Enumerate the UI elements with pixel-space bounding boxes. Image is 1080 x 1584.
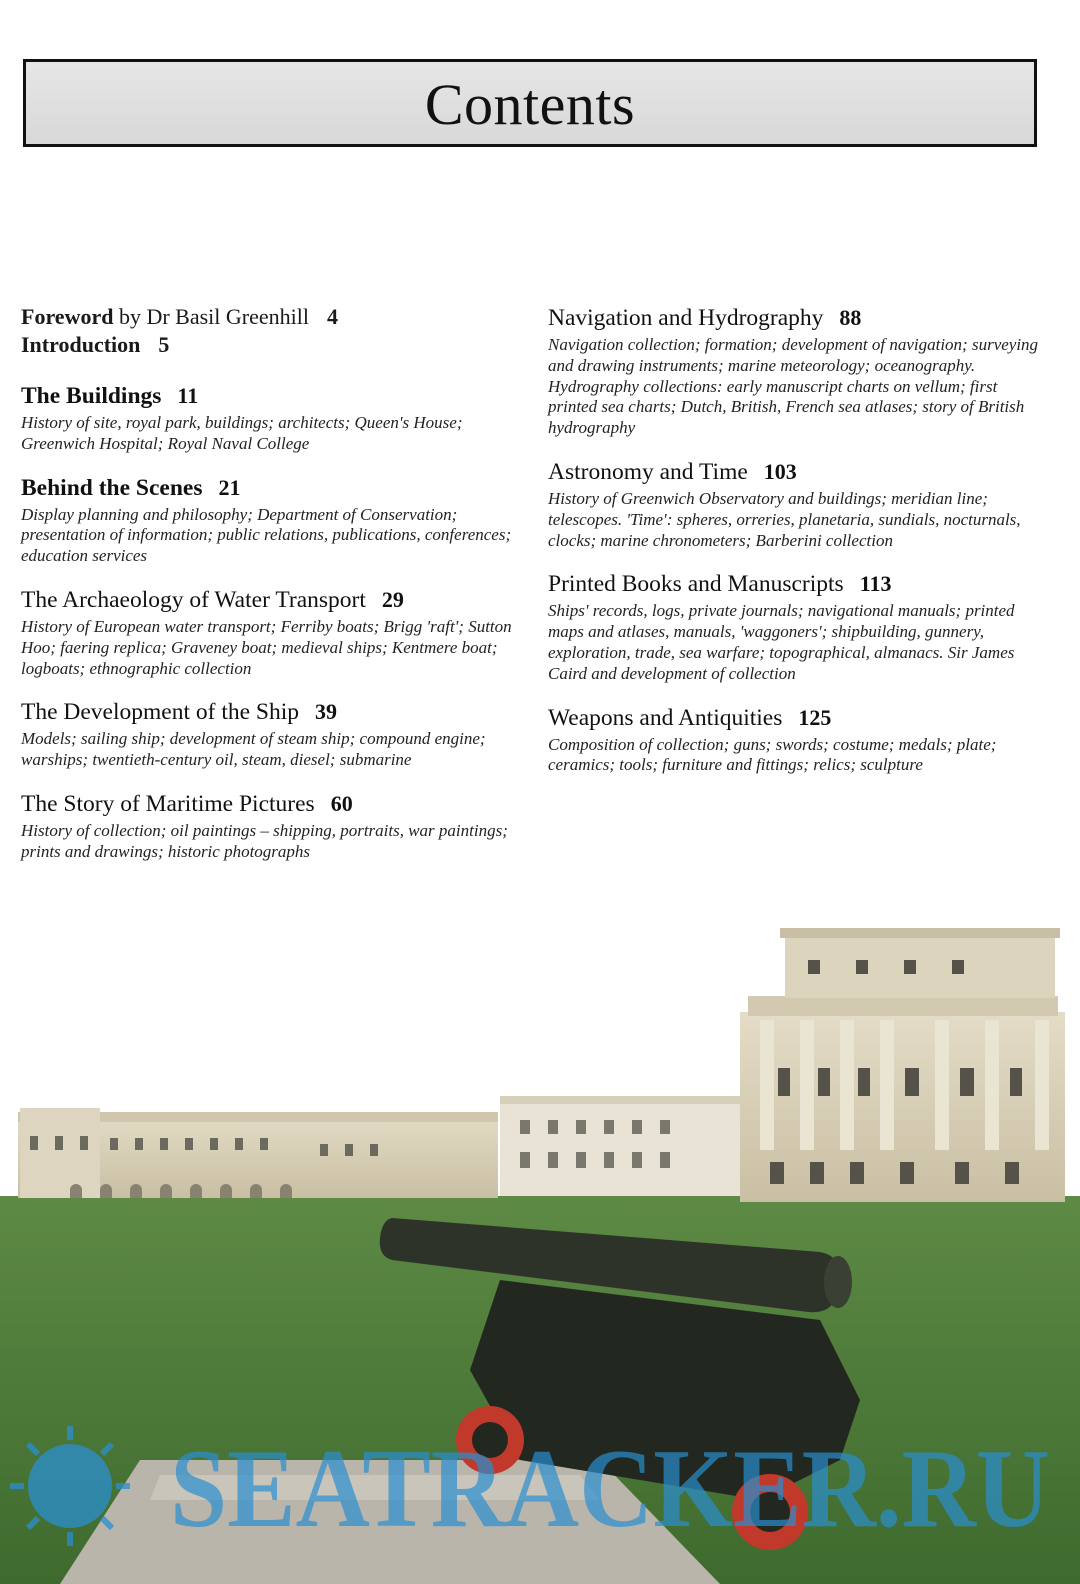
entry-title: The Archaeology of Water Transport [21,586,366,613]
toc-entry-archaeology[interactable] [21,585,521,679]
toc-entry-behind-scenes[interactable] [21,473,521,567]
toc-left-column [21,303,521,863]
entry-title: The Story of Maritime Pictures [21,790,315,817]
contents-title-box [23,59,1037,147]
toc-right-column [548,303,1048,776]
introduction-label: Introduction [21,332,141,357]
entry-page: 39 [315,699,338,725]
royal-naval-building [740,928,1065,1202]
entry-page: 125 [798,704,832,730]
introduction-entry[interactable] [21,331,521,359]
queens-house [500,1096,740,1196]
watermark-text: SEATRACKER.RU [170,1427,1050,1550]
entry-page: 88 [839,305,862,330]
toc-entry-maritime-pictures[interactable] [21,789,521,863]
entry-description: History of European water transport; Ferriby boats; Brigg 'raft'; Sutton Hoo; faering replica; Graveney boat; medieval ships; Kentmere boat; logboats; ethnographic collection [21,616,512,678]
entry-title: The Development of the Ship [21,699,300,726]
toc-entry-astronomy[interactable] [548,457,1048,551]
entry-page: 11 [177,383,199,408]
entry-title: Behind the Scenes [21,474,203,501]
page-title: Contents [424,72,636,137]
entry-title: The Buildings [21,383,162,409]
entry-description: Navigation collection; formation; development of navigation; surveying and drawing instruments; marine meteorology; oceanography. Hydrography collections: early manuscript charts on vellum; first printed sea charts; Dutch, British, French sea atlases; story of British hydrography [548,335,1039,438]
entry-description: History of Greenwich Observatory and buildings; meridian line; telescopes. 'Time': spheres, orreries, planetaria, sundials, nocturnals, clocks; marine chronometers; Barberini collection [548,488,1021,550]
entry-title: Navigation and Hydrography [548,305,824,331]
toc-entry-development-ship[interactable] [21,697,521,771]
entry-description: Composition of collection; guns; swords; costume; medals; plate; ceramics; tools; furniture and fittings; relics; sculpture [548,734,997,775]
entry-description: History of site, royal park, buildings; architects; Queen's House; Greenwich Hospital; Royal Naval College [21,413,463,453]
foreword-entry[interactable] [21,303,521,331]
entry-description: Models; sailing ship; development of steam ship; compound engine; warships; twentieth-century oil, steam, diesel; submarine [21,729,486,770]
entry-page: 103 [763,458,797,484]
entry-title: Printed Books and Manuscripts [548,571,844,598]
toc-entry-buildings[interactable] [21,381,521,455]
toc-entry-weapons[interactable] [548,703,1048,777]
entry-page: 29 [381,586,404,612]
introduction-page: 5 [158,332,170,357]
entry-title: Weapons and Antiquities [548,704,783,731]
entry-title: Astronomy and Time [548,458,748,485]
entry-page: 113 [859,571,892,597]
long-building [18,1108,498,1198]
foreword-label: Foreword [21,304,114,329]
entry-description: History of collection; oil paintings – shipping, portraits, war paintings; prints and drawings; historic photographs [21,820,508,861]
seatracker-watermark [0,1420,1080,1550]
foreword-author: by Dr Basil Greenhill [113,304,309,329]
entry-page: 21 [218,474,241,500]
entry-description: Ships' records, logs, private journals; navigational manuals; printed maps and atlases, manuals, 'waggoners'; shipbuilding, gunnery, exploration, trade, sea warfare; topographical, almanacs. Sir James Caird and development of collection [548,601,1015,683]
toc-entry-navigation[interactable] [548,303,1048,439]
entry-description: Display planning and philosophy; Department of Conservation; presentation of information; public relations, publications, conferences; education services [21,504,512,566]
toc-entry-printed-books[interactable] [548,569,1048,684]
sun-logo-icon [28,1444,112,1528]
entry-page: 60 [330,790,353,816]
foreword-page: 4 [327,304,338,329]
